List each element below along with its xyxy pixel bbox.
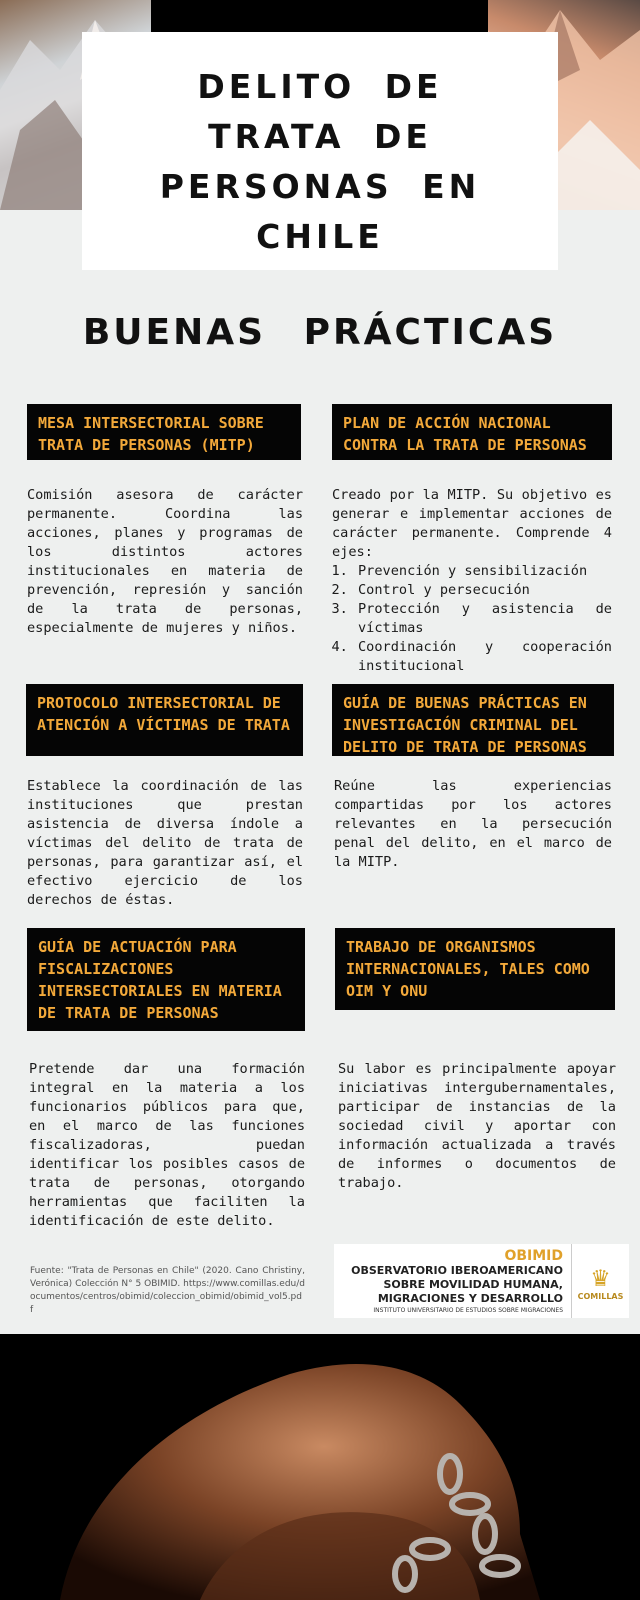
- obimid-logo: [334, 1244, 629, 1318]
- logo-acronym: OBIMID: [504, 1248, 563, 1264]
- logo-line-2: SOBRE MOVILIDAD HUMANA,: [383, 1278, 563, 1291]
- section-heading-guia-actuacion: GUÍA DE ACTUACIÓN PARA FISCALIZACIONES INTERSECTORIALES EN MATERIA DE TRATA DE PERSONAS: [27, 928, 305, 1031]
- list-item: 1. Prevención y sensibilización: [356, 562, 612, 581]
- page-title: DELITO DE TRATA DE PERSONAS EN CHILE: [159, 67, 481, 256]
- section-heading-guia-investigacion: GUÍA DE BUENAS PRÁCTICAS EN INVESTIGACIÓN CRIMINAL DEL DELITO DE TRATA DE PERSONAS: [332, 684, 614, 756]
- plan-accion-intro: Creado por la MITP. Su objetivo es generar e implementar acciones de carácter permanente. Comprende 4 ejes:: [332, 487, 612, 560]
- source-citation: Fuente: "Trata de Personas en Chile" (2020. Cano Christiny, Verónica) Colección N° 5 OBIMID. https://www.comillas.edu/documentos/centros/obimid/coleccion_obimid/obimid_vol5.pdf: [30, 1266, 305, 1315]
- logo-line-4: INSTITUTO UNIVERSITARIO DE ESTUDIOS SOBRE MIGRACIONES: [373, 1307, 563, 1314]
- page-subtitle: BUENAS PRÁCTICAS: [82, 312, 558, 353]
- section-heading-mitp: MESA INTERSECTORIAL SOBRE TRATA DE PERSONAS (MITP): [27, 404, 301, 460]
- section-body-protocolo: Establece la coordinación de las instituciones que prestan asistencia de diversa índole a víctimas del delito de trata de personas, para garantizar así, el efectivo ejercicio de los derechos de éstas.: [27, 778, 303, 908]
- section-heading-organismos: TRABAJO DE ORGANISMOS INTERNACIONALES, TALES COMO OIM Y ONU: [335, 928, 615, 1010]
- title-card: [82, 32, 558, 270]
- section-body-guia-actuacion: Pretende dar una formación integral en la materia a los funcionarios públicos para que, en el marco de las funciones fiscalizadoras, puedan identificar los posibles casos de trata de personas, otorgando herramientas que faciliten la identificación de este delito.: [29, 1061, 305, 1229]
- university-name: COMILLAS: [577, 1291, 624, 1301]
- list-item: 2. Control y persecución: [356, 581, 612, 600]
- crest-icon: ♛: [592, 1259, 609, 1293]
- section-heading-protocolo: PROTOCOLO INTERSECTORIAL DE ATENCIÓN A VÍCTIMAS DE TRATA: [26, 684, 303, 756]
- plan-accion-ejes-list: [356, 562, 612, 676]
- section-body-guia-investigacion: Reúne las experiencias compartidas por los actores relevantes en la persecución penal del delito, en el marco de la MITP.: [334, 778, 612, 870]
- section-body-plan-accion: [332, 486, 612, 676]
- section-body-mitp: Comisión asesora de carácter permanente. Coordina las acciones, planes y programas de los distintos actores institucionales en materia de prevención, represión y sanción de la trata de personas, especialmente de mujeres y niños.: [27, 487, 303, 636]
- list-item: 3. Protección y asistencia de víctimas: [356, 600, 612, 638]
- logo-line-3: MIGRACIONES Y DESARROLLO: [377, 1292, 563, 1305]
- list-item: 4. Coordinación y cooperación institucional: [356, 638, 612, 676]
- logo-line-1: OBSERVATORIO IBEROAMERICANO: [351, 1264, 563, 1277]
- section-body-organismos: Su labor es principalmente apoyar iniciativas intergubernamentales, participar de instancias de la sociedad civil y aportar con información actualizada a través de informes o documentos de trabajo.: [338, 1061, 616, 1191]
- chained-arm-photo: [0, 1334, 640, 1600]
- section-heading-plan-accion: PLAN DE ACCIÓN NACIONAL CONTRA LA TRATA DE PERSONAS: [332, 404, 612, 460]
- comillas-crest: [571, 1244, 629, 1318]
